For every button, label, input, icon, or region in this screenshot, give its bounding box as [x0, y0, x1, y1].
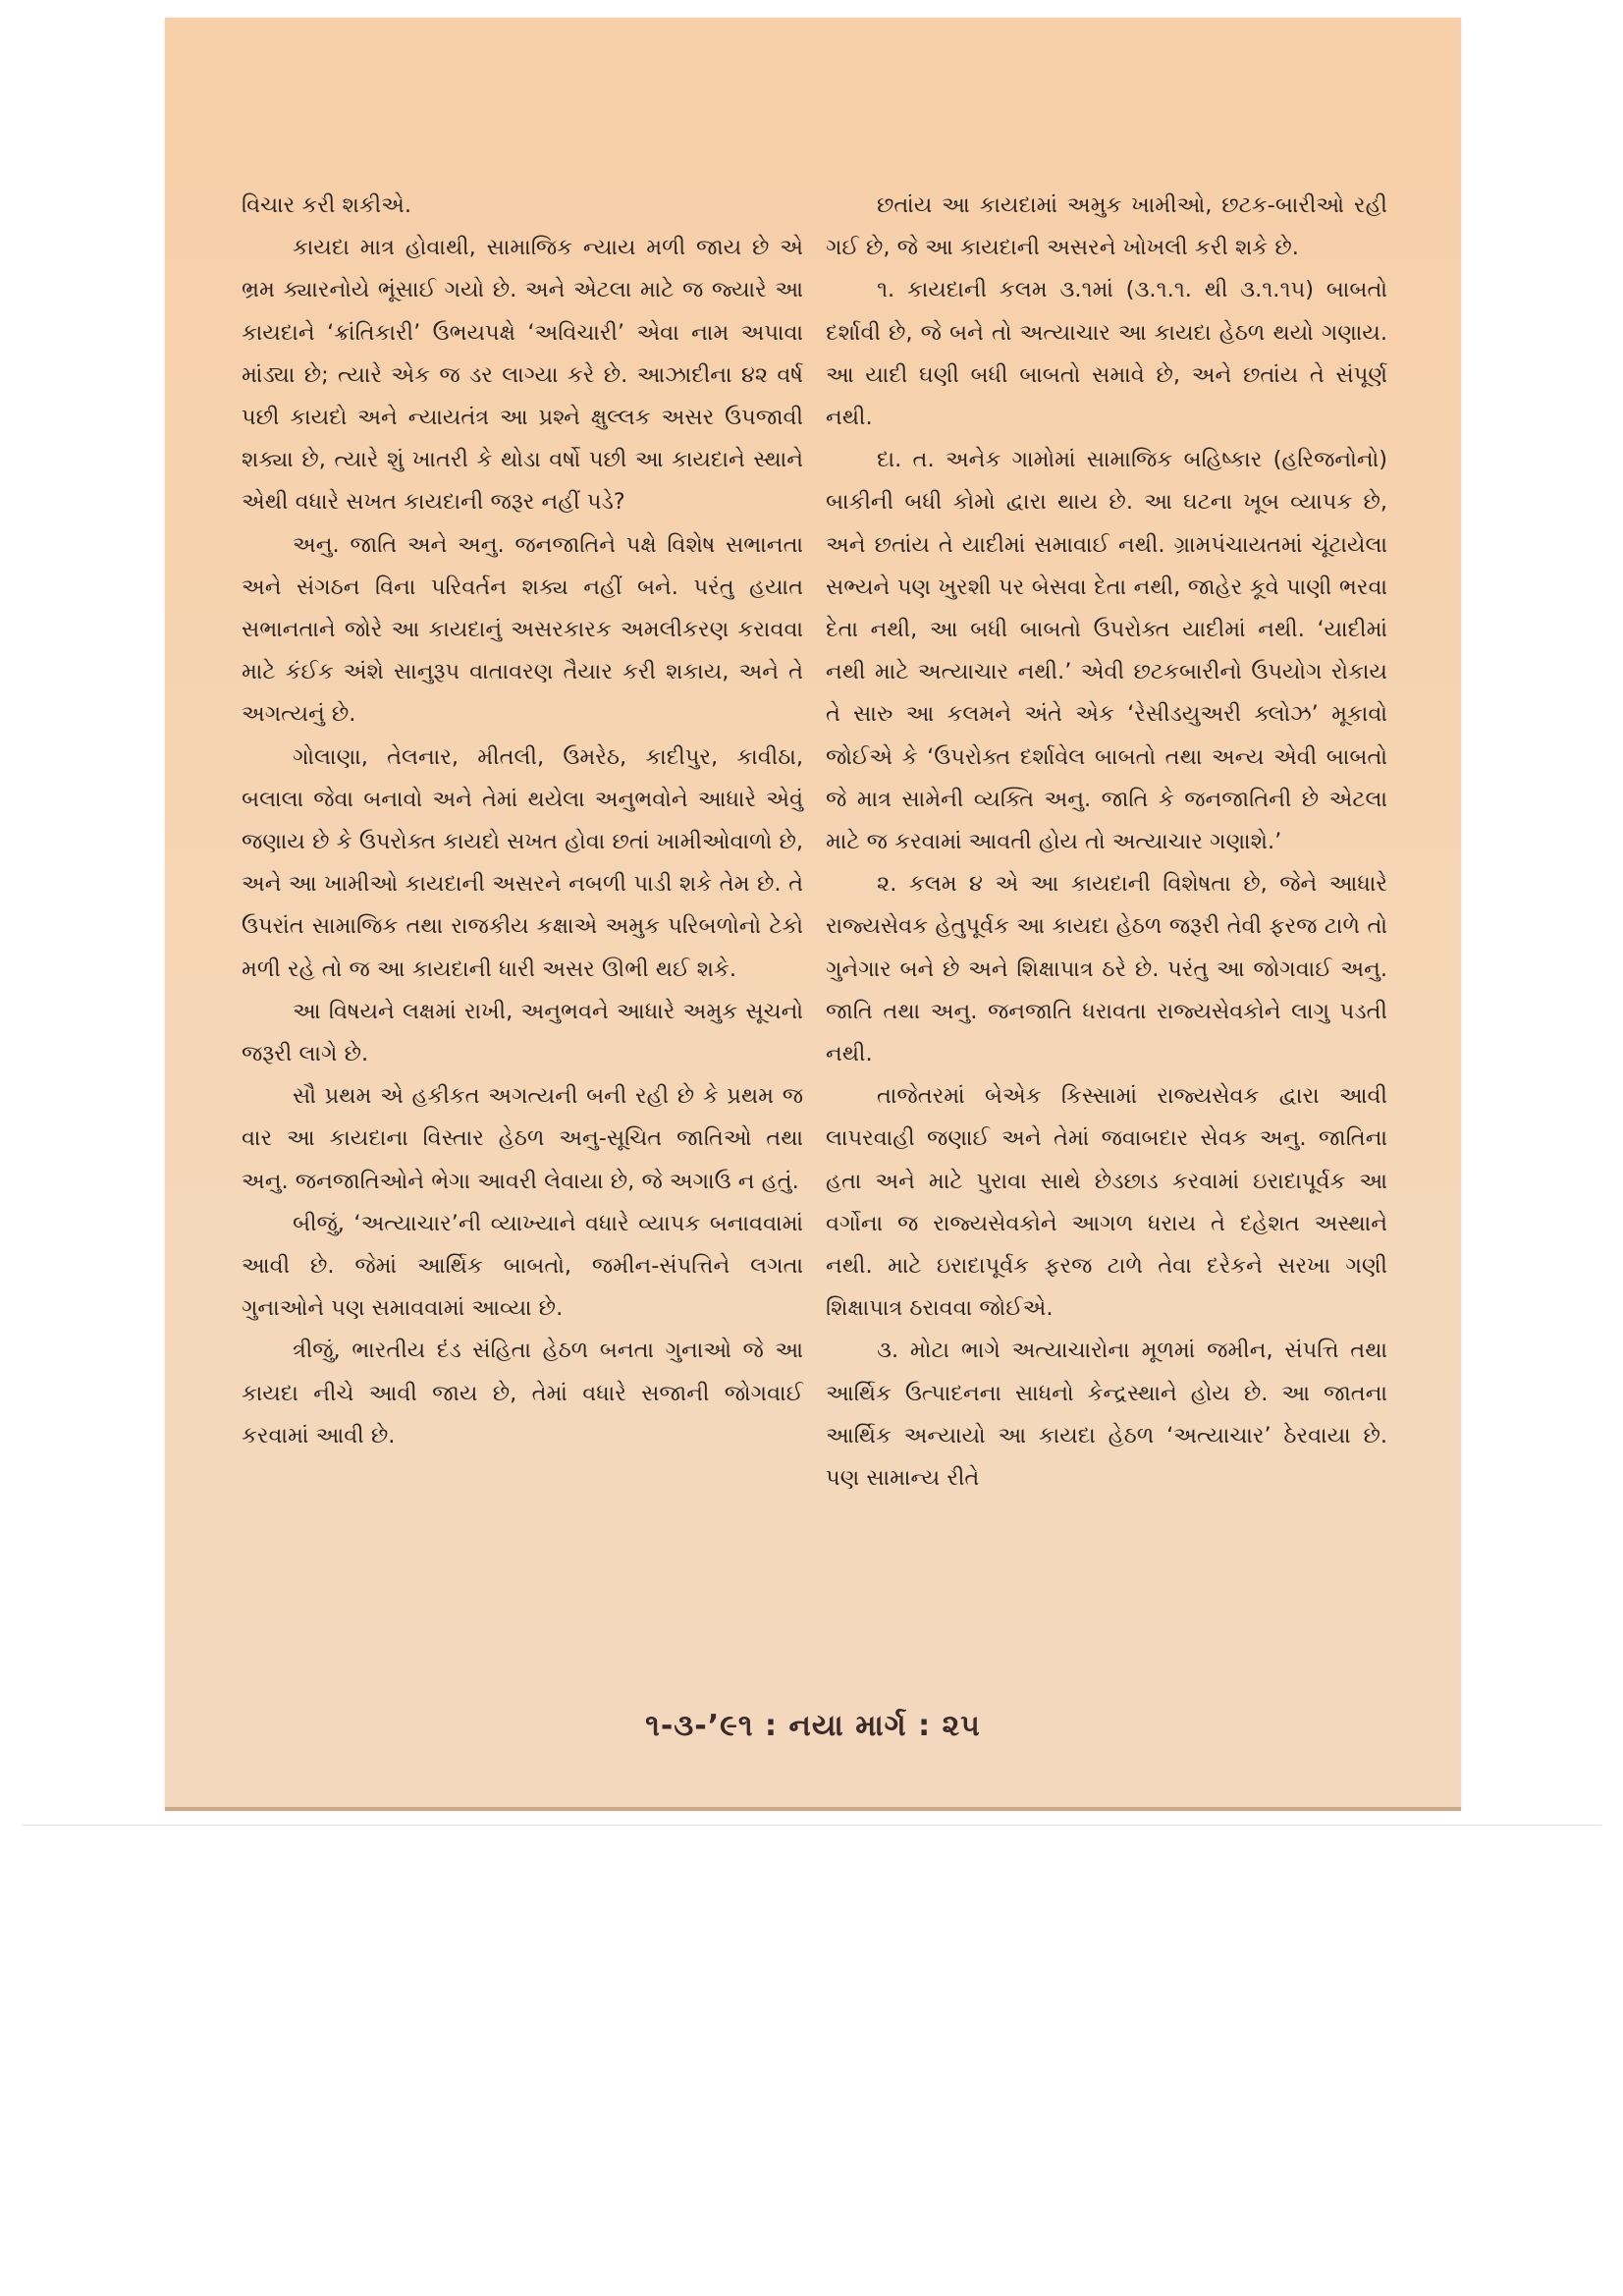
paragraph: ત્રીજું, ભારતીય દંડ સંહિતા હેઠળ બનતા ગુનાઓ જે આ કાયદા નીચે આવી જાય છે, તેમાં વધારે સજાની જોગવાઈ કરવામાં આવી છે. [242, 1338, 803, 1449]
paragraph: ૨. કલમ ૪ એ આ કાયદાની વિશેષતા છે, જેને આધારે રાજ્યસેવક હેતુપૂર્વક આ કાયદા હેઠળ જરૂરી તેવી ફરજ ટાળે તો ગુનેગાર બને છે અને શિક્ષાપાત્ર ઠરે છે. પરંતુ આ જોગવાઈ અનુ. જાતિ તથા અનુ. જનજાતિ ધરાવતા રાજ્યસેવકોને લાગુ પડતી નથી. [826, 871, 1387, 1067]
paragraph: સૌ પ્રથમ એ હકીકત અગત્યની બની રહી છે કે પ્રથમ જ વાર આ કાયદાના વિસ્તાર હેઠળ અનુ-સૂચિત જાતિઓ તથા અનુ. જનજાતિઓને ભેગા આવરી લેવાયા છે, જે અગાઉ ન હતું. [242, 1083, 803, 1194]
paragraph: ૩. મોટા ભાગે અત્યાચારોના મૂળમાં જમીન, સંપત્તિ તથા આર્થિક ઉત્પાદનના સાધનો કેન્દ્રસ્થાને હોય છે. આ જાતના આર્થિક અન્યાયો આ કાયદા હેઠળ ‘અત્યાચાર’ ઠેરવાયા છે. પણ સામાન્ય રીતે [826, 1338, 1387, 1492]
right-column [826, 185, 1387, 1500]
paragraph: તાજેતરમાં બેએક કિસ્સામાં રાજ્યસેવક દ્વારા આવી લાપરવાહી જણાઈ અને તેમાં જવાબદાર સેવક અનુ. જાતિના હતા અને માટે પુરાવા સાથે છેડછાડ કરવામાં ઇરાદાપૂર્વક આ વર્ગોના જ રાજ્યસેવકોને આગળ ધરાય તે દહેશત અસ્થાને નથી. માટે ઇરાદાપૂર્વક ફરજ ટાળે તેવા દરેકને સરખા ગણી શિક્ષાપાત્ર ઠરાવવા જોઈએ. [826, 1083, 1387, 1322]
paragraph: અનુ. જાતિ અને અનુ. જનજાતિને પક્ષે વિશેષ સભાનતા અને સંગઠન વિના પરિવર્તન શક્ય નહીં બને. પરંતુ હયાત સભાનતાને જોરે આ કાયદાનું અસરકારક અમલીકરણ કરાવવા માટે કંઈક અંશે સાનુરૂપ વાતાવરણ તૈયાર કરી શકાય, અને તે અગત્યનું છે. [242, 531, 803, 728]
paragraph: વિચાર કરી શકીએ. [242, 192, 412, 218]
page-footer: ૧-૩-’૯૧ : નયા માર્ગ : ૨૫ [645, 1709, 981, 1743]
scanned-page [165, 18, 1461, 1811]
paragraph: કાયદા માત્ર હોવાથી, સામાજિક ન્યાય મળી જાય છે એ ભ્રમ ક્યારનોયે ભૂંસાઈ ગયો છે. અને એટલા માટે જ જ્યારે આ કાયદાને ‘ક્રાંતિકારી’ ઉભયપક્ષે ‘અવિચારી’ એવા નામ અપાવા માંડ્યા છે; ત્યારે એક જ ડર લાગ્યા કરે છે. આઝાદીના ૪૨ વર્ષ પછી કાયદો અને ન્યાયતંત્ર આ પ્રશ્ને ક્ષુલ્લક અસર ઉપજાવી શક્યા છે, ત્યારે શું ખાતરી કે થોડા વર્ષો પછી આ કાયદાને સ્થાને એથી વધારે સખત કાયદાની જરૂર નહીં પડે? [242, 235, 803, 516]
paragraph: ૧. કાયદાની કલમ ૩.૧માં (૩.૧.૧. થી ૩.૧.૧૫) બાબતો દર્શાવી છે, જે બને તો અત્યાચાર આ કાયદા હેઠળ થયો ગણાય. આ યાદી ઘણી બધી બાબતો સમાવે છે, અને છતાંય તે સંપૂર્ણ નથી. [826, 277, 1387, 431]
paragraph: બીજું, ‘અત્યાચાર’ની વ્યાખ્યાને વધારે વ્યાપક બનાવવામાં આવી છે. જેમાં આર્થિક બાબતો, જમીન-સંપત્તિને લગતા ગુનાઓને પણ સમાવવામાં આવ્યા છે. [242, 1210, 803, 1322]
paragraph: દા. ત. અનેક ગામોમાં સામાજિક બહિષ્કાર (હરિજનોનો) બાકીની બધી કોમો દ્વારા થાય છે. આ ઘટના ખૂબ વ્યાપક છે, અને છતાંય તે યાદીમાં સમાવાઈ નથી. ગ્રામપંચાયતમાં ચૂંટાયેલા સભ્યને પણ ખુરશી પર બેસવા દેતા નથી, જાહેર કૂવે પાણી ભરવા દેતા નથી, આ બધી બાબતો ઉપરોક્ત યાદીમાં નથી. ‘યાદીમાં નથી માટે અત્યાચાર નથી.’ એવી છટકબારીનો ઉપયોગ રોકાય તે સારુ આ કલમને અંતે એક ‘રેસીડયુઅરી ક્લોઝ’ મૂકાવો જોઈએ કે ‘ઉપરોક્ત દર્શાવેલ બાબતો તથા અન્ય એવી બાબતો જે માત્ર સામેની વ્યક્તિ અનુ. જાતિ કે જનજાતિની છે એટલા માટે જ કરવામાં આવતી હોય તો અત્યાચાર ગણાશે.’ [826, 447, 1387, 855]
paragraph: છતાંય આ કાયદામાં અમુક ખામીઓ, છટક-બારીઓ રહી ગઈ છે, જે આ કાયદાની અસરને ખોખલી કરી શકે છે. [826, 192, 1387, 261]
paragraph: ગોલાણા, તેલનાર, મીતલી, ઉમરેઠ, કાદીપુર, કાવીઠા, બલાલા જેવા બનાવો અને તેમાં થયેલા અનુભવોને આધારે એવું જણાય છે કે ઉપરોક્ત કાયદો સખત હોવા છતાં ખામીઓવાળો છે, અને આ ખામીઓ કાયદાની અસરને નબળી પાડી શકે તેમ છે. તે ઉપરાંત સામાજિક તથા રાજકીય કક્ષાએ અમુક પરિબળોનો ટેકો મળી રહે તો જ આ કાયદાની ધારી અસર ઊભી થઈ શકે. [242, 743, 803, 982]
bottom-divider [22, 1825, 1601, 1826]
left-column [242, 185, 803, 1457]
paragraph: આ વિષયને લક્ષમાં રાખી, અનુભવને આધારે અમુક સૂચનો જરૂરી લાગે છે. [242, 998, 803, 1067]
